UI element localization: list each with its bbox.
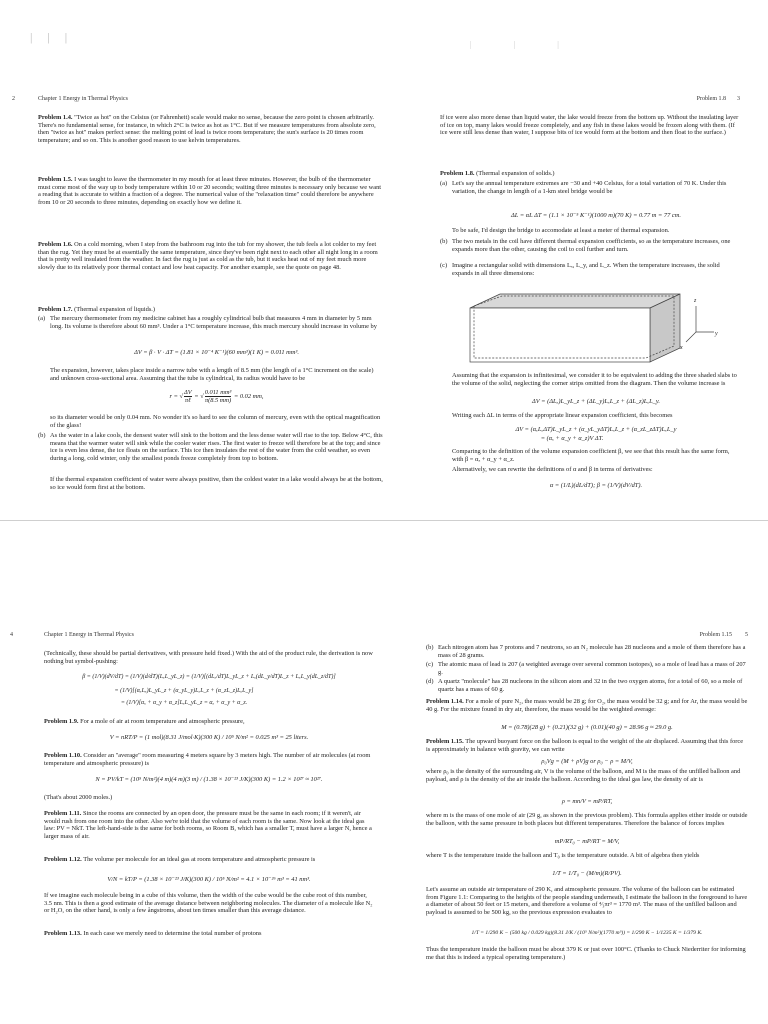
problem-title: Problem 1.9. — [44, 718, 79, 725]
problem-title: Problem 1.10. — [44, 752, 82, 759]
problem-1-11 — [44, 810, 374, 840]
equation: = (1/V)[αₓ + α_y + α_z]LₓL_yL_z = αₓ + α_y + α_z. — [120, 700, 248, 706]
page-number: 2 — [12, 96, 15, 102]
fraction — [205, 389, 232, 404]
problem-text: Since the rooms are connected by an open door, the pressure must be the same in each room; if it weren't, air would rush from one room into the other. Also we're told that the volume of each room is the same. Now look at the ideal gas law: PV = NkT. The left-hand-side is the same for both rooms, so Room B, which has a smaller T, must have a larger N, hence a larger mass of air. — [44, 810, 372, 840]
problem-title: Problem 1.15. — [426, 738, 464, 745]
page-number: 3 — [737, 96, 740, 102]
problem-text: Consider an "average" room measuring 4 meters square by 3 meters high. The number of air molecules (at room temperature and atmospheric pressure) is — [44, 752, 371, 767]
equation: M = (0.78)(28 g) + (0.21)(32 g) + (0.01)(40 g) = 28.96 g ≈ 29.0 g. — [501, 724, 673, 731]
part-text: The two metals in the coil have different thermal expansion coefficients, so as the temperature increases, one expands more than the other, causing the coil to coil further and turn. — [452, 238, 731, 253]
part-text: If the thermal expansion coefficient of water were always positive, then the coldest water in a lake would always be at the bottom, so ice would form first at the bottom. — [50, 476, 383, 491]
problem-title: Problem 1.6. — [38, 241, 73, 248]
equation: ΔV = β · V · ΔT = (1.81 × 10⁻⁴ K⁻¹)(60 mm³)(1 K) = 0.011 mm³. — [134, 349, 299, 356]
problem-1-14 — [426, 698, 748, 713]
equation: α = (1/L)(dL/dT); β = (1/V)(dV/dT). — [549, 482, 643, 489]
running-head: Chapter 1 Energy in Thermal Physics — [38, 96, 128, 102]
problem-title: Problem 1.14. — [426, 698, 464, 705]
equation: V = nRT/P = (1 mol)(8.31 J/mol·K)(300 K) / 10⁵ N/m² = 0.025 m³ = 25 liters. — [109, 734, 309, 741]
equation: ΔV = (αₓLₓΔT)L_yL_z + (α_yL_yΔT)LₓL_z + (α_zL_zΔT)LₓL_y — [515, 426, 677, 433]
problem-title: Problem 1.7. — [38, 306, 73, 313]
eq-part: = 0.02 mm, — [233, 392, 264, 400]
problem-1-7 — [38, 306, 383, 314]
axis-z-label: z — [694, 298, 697, 304]
problem-text: I was taught to leave the thermometer in my mouth for at least three minutes. However, the bulb of the thermometer must come most of the way up to body temperature within 10 or 20 seconds; waiting three minutes is necessary only because we want a reading that is accurate to within a fraction of a degree. The numerical value of the "relaxation time" could therefore be anywhere from 10 or 20 seconds to three minutes, depending on exactly how we define it. — [38, 176, 382, 206]
part-text: To be safe, I'd design the bridge to accomodate at least a meter of thermal expansion. — [452, 227, 670, 234]
running-head: Problem 1.15 — [699, 632, 732, 638]
problem-text: If we imagine each molecule being in a cube of this volume, then the width of the cube would be the cube root of this number, 3.5 nm. This is then a good estimate of the average distance between neighboring molecules. The diameter of a molecule like N₂ or H₂O, on the other hand, is only a few ångstroms, about ten times smaller than this average distance. — [44, 892, 373, 915]
numerator: ΔV — [184, 389, 192, 396]
problem-title: Problem 1.5. — [38, 176, 73, 183]
equation: ΔV = (ΔLₓ)L_yL_z + (ΔL_y)LₓL_z + (ΔL_z)LₓL_y. — [532, 398, 660, 405]
part-label: (c) — [440, 262, 448, 269]
equation: = (1/V)[(αₓLₓ)L_yL_z + (α_yL_y)LₓL_z + (α_zL_z)LₓL_y] — [114, 688, 254, 694]
problem-subtitle: (Thermal expansion of solids.) — [476, 170, 555, 177]
problem-1-6 — [38, 241, 383, 271]
page-5 — [426, 632, 748, 1022]
page-number: 5 — [745, 632, 748, 638]
equation: β = (1/V)(dV/dT) = (1/V)(d/dT)(LₓL_yL_z) = (1/V)[(dLₓ/dT)L_yL_z + Lₓ(dL_y/dT)L_z + LₓL_y(dL_z/dT)] — [82, 674, 336, 680]
numerator: 0.011 mm³ — [204, 389, 232, 396]
part-label: (b) — [426, 644, 434, 651]
problem-text: Thus the temperature inside the balloon must be about 379 K or just over 100°C. (Thanks to Chuck Niederriter for informing me that this is indeed a typical operating temperature.) — [426, 946, 746, 961]
problem-text: The volume per molecule for an ideal gas at room temperature and atmospheric pressure is — [83, 856, 316, 863]
continued-text: If ice were also more dense than liquid water, the lake would freeze from the bottom up. Without the insulating layer of ice on top, many lakes would freeze completely, and any fish in these lakes would be frozen along with them. (If ice were still less dense than water, I suppose bits of ice would form at the bottom and then float to the surface.) — [440, 114, 739, 137]
equation: mP/RT₀ − mP/RT = M/V, — [554, 838, 620, 845]
problem-1-10 — [44, 752, 374, 767]
problem-text: The upward buoyant force on the balloon is equal to the weight of the air displaced. Assuming that this force is approximately in balance with gravity, we can write — [426, 738, 744, 753]
problem-note: (That's about 2000 moles.) — [44, 794, 113, 801]
part-text: Writing each ΔL in terms of the appropriate linear expansion coefficient, this becomes — [452, 412, 673, 419]
part-label: (a) — [440, 180, 448, 187]
problem-1-4 — [38, 114, 383, 144]
fraction — [184, 389, 192, 404]
problem-1-12 — [44, 856, 374, 864]
axis-x-label: x — [680, 345, 683, 351]
problem-1-9 — [44, 718, 374, 726]
equation: 1/T = 1/T₀ − (M/m)(R/PV). — [552, 870, 622, 877]
problem-title: Problem 1.8. — [440, 170, 475, 177]
problem-text: where m is the mass of one mole of air (29 g, as shown in the previous problem). This formula applies either inside or outside the balloon, with the same pressure in both places but different temperatures. Therefore the balance of forces implies — [426, 812, 748, 827]
part-text: The mercury thermometer from my medicine cabinet has a roughly cylindrical bulb that measures 4 mm in diameter by 5 mm long. Its volume is therefore about 60 mm³. Under a 1°C temperature increase, this much mercury should increase in volume by — [50, 315, 377, 330]
top-strip-left-marks: | | | — [30, 30, 74, 44]
problem-title: Problem 1.12. — [44, 856, 82, 863]
problem-title: Problem 1.13. — [44, 930, 82, 937]
part-text: As the water in a lake cools, the densest water will sink to the bottom and the less dense water will rise to the top. Below 4°C, this means that the warmer water will sink while the cooler water rises. The first water to freeze will therefore be at the top; and since ice is even less dense, the ice floats on the surface. This ice then insulates the rest of the water from the cold weather, so even during a long, cold winter, only the smallest ponds freeze completely from top to bottom. — [50, 432, 383, 462]
part-text: Assuming that the expansion is infinitesimal, we consider it to be equivalent to adding the three shaded slabs to the volume of the solid, neglecting the corner strips omitted from the diagram. Then the volume increase is — [452, 372, 737, 387]
page-number: 4 — [10, 632, 13, 638]
problem-text: On a cold morning, when I step from the bathroom rug into the tub for my shower, the tub feels a lot colder to my feet than the rug. Yet they must be at essentially the same temperature, since they've been right next to each other all night long in a room that is pretty well insulated from the weather. In fact the rug is just as cold as the tub, but it sucks heat out of my feet much more slowly due to its relatively poor thermal contact and low heat capacity. For another example, see the quote on page 48. — [38, 241, 378, 271]
part-text: The expansion, however, takes place inside a narrow tube with a length of 8.5 mm (the length of a 1°C increment on the scale) and unknown cross-sectional area. Assuming that the tube is cylindrical, its radius would have to be — [50, 367, 374, 382]
part-label: (c) — [426, 661, 434, 668]
equation-radius — [50, 389, 383, 404]
eq-part: r = √ — [169, 392, 184, 400]
problem-text: In each case we merely need to determine the total number of protons — [83, 930, 262, 937]
part-text: Each nitrogen atom has 7 protons and 7 neutrons, so an N₂ molecule has 28 nucleons and a mole of them therefore has a mass of 28 grams. — [438, 644, 746, 659]
part-text: Imagine a rectangular solid with dimensions Lₓ, L_y, and L_z. When the temperature increases, the solid expands in all three dimensions: — [452, 262, 720, 277]
part-text: Alternatively, we can rewrite the definitions of α and β in terms of derivatives: — [452, 466, 653, 473]
part-text: so its diameter would be only 0.04 mm. No wonder it's so hard to see the column of mercury, even with the optical magnification of the glass! — [50, 414, 381, 429]
problem-1-15 — [426, 738, 748, 753]
eq-part: = √ — [194, 392, 204, 400]
equation: V/N = kT/P = (1.38 × 10⁻²³ J/K)(300 K) / 10⁵ N/m² = 4.1 × 10⁻²⁶ m³ = 41 nm³. — [107, 876, 311, 883]
part-label: (a) — [38, 315, 46, 322]
part-label: (b) — [38, 432, 46, 439]
problem-text: where ρ₀ is the density of the surrounding air, V is the volume of the balloon, and M is the mass of the unfilled balloon and payload, and ρ is the density of the air inside the balloon. According to the ideal gas law, the density of air is — [426, 768, 741, 783]
part-text: Let's say the annual temperature extremes are −30 and +40 Celsius, for a total variation of 70 K. Under this variation, the change in length of a 1-km steel bridge would be — [452, 180, 727, 195]
part-text: A quartz "molecule" has 28 nucleons in the silicon atom and 32 in the two oxygen atoms, for a total of 60, so a mole of quartz has a mass of 60 g. — [438, 678, 743, 693]
equation: ρ₀Vg = (M + ρV)g or ρ₀ − ρ = M/V, — [541, 758, 633, 765]
equation: N = PV/kT = (10⁵ N/m²)(4 m)(4 m)(3 m) / (1.38 × 10⁻²³ J/K)(300 K) = 1.2 × 10²⁷ ≈ 10²⁷. — [95, 776, 323, 783]
denominator: πℓ — [184, 397, 191, 404]
part-text: Comparing to the definition of the volume expansion coefficient β, we see that this result has the same form, with β = αₓ + α_y + α_z. — [452, 448, 730, 463]
part-label: (b) — [440, 238, 448, 245]
page-4 — [10, 632, 374, 1022]
solid-expansion-diagram — [458, 286, 718, 366]
axis-y-label: y — [715, 331, 718, 337]
part-label: (d) — [426, 678, 434, 685]
problem-1-8 — [440, 170, 740, 178]
part-text: The atomic mass of lead is 207 (a weighted average over several common isotopes), so a mole of lead has a mass of 207 g. — [438, 661, 746, 676]
problem-text: Let's assume an outside air temperature of 290 K, and atmospheric pressure. The volume of the balloon can be estimated from Figure 1.1: Comparing to the heights of the people standing underneath, I estimate the balloon in the foreground to have a diameter of about 50 feet or 15 meters, and therefore a volume of ⁴⁄₃πr³ = 1770 m³. The mass of the unfilled balloon and payload is assumed to be 500 kg, so the previous expression evaluates to — [426, 886, 748, 916]
equation: = (αₓ + α_y + α_z)V ΔT. — [540, 435, 604, 442]
problem-text: For a mole of air at room temperature and atmospheric pressure, — [80, 718, 245, 725]
problem-title: Problem 1.4. — [38, 114, 73, 121]
problem-title: Problem 1.11. — [44, 810, 82, 817]
problem-1-5 — [38, 176, 383, 206]
top-strip — [0, 0, 768, 60]
intro-text: (Technically, these should be partial derivatives, with pressure held fixed.) With the aid of the product rule, the derivation is now nothing but symbol-pushing: — [44, 650, 373, 665]
problem-subtitle: (Thermal expansion of liquids.) — [74, 306, 156, 313]
running-head: Problem 1.8 — [696, 96, 726, 102]
page-3 — [440, 96, 740, 496]
top-strip-right-marks: | | | — [470, 40, 579, 49]
equation: 1/T = 1/290 K − (500 kg / 0.029 kg)(8.31 J/K / (10⁵ N/m²)(1770 m³)) = 1/290 K − 1/1235 K = 1/379 K. — [471, 930, 703, 936]
problem-text: "Twice as hot" on the Celsius (or Fahrenheit) scale would make no sense, because the zero point is chosen arbitrarily. There's no fundamental sense, for instance, in which 2°C is twice as hot as 1°C. But if we measure temperatures from absolute zero, then "twice as hot" makes perfect sense: the melting point of lead is twice room temperature; the sun's surface is 20 times room temperature; and so on. This is another good reason to use kelvin temperatures. — [38, 114, 376, 144]
denominator: π(8.5 mm) — [204, 397, 232, 404]
page-divider — [0, 520, 768, 521]
problem-text: For a mole of pure N₂, the mass would be 28 g; for O₂, the mass would be 32 g; and for Ar, the mass would be 40 g. For the mixture found in dry air, therefore, the mass would be the weighted average: — [426, 698, 748, 713]
equation: ΔL = αL ΔT = (1.1 × 10⁻⁵ K⁻¹)(1000 m)(70 K) = 0.77 m = 77 cm. — [511, 212, 681, 219]
running-head: Chapter 1 Energy in Thermal Physics — [44, 632, 134, 638]
solid-front-face — [470, 308, 650, 362]
problem-1-13 — [44, 930, 374, 938]
problem-text: where T is the temperature inside the balloon and T₀ is the temperature outside. A bit of algebra then yields — [426, 852, 700, 859]
axis-x-line — [686, 332, 696, 342]
page-2 — [12, 96, 383, 496]
equation: ρ = mn/V = mP/RT, — [561, 798, 613, 805]
